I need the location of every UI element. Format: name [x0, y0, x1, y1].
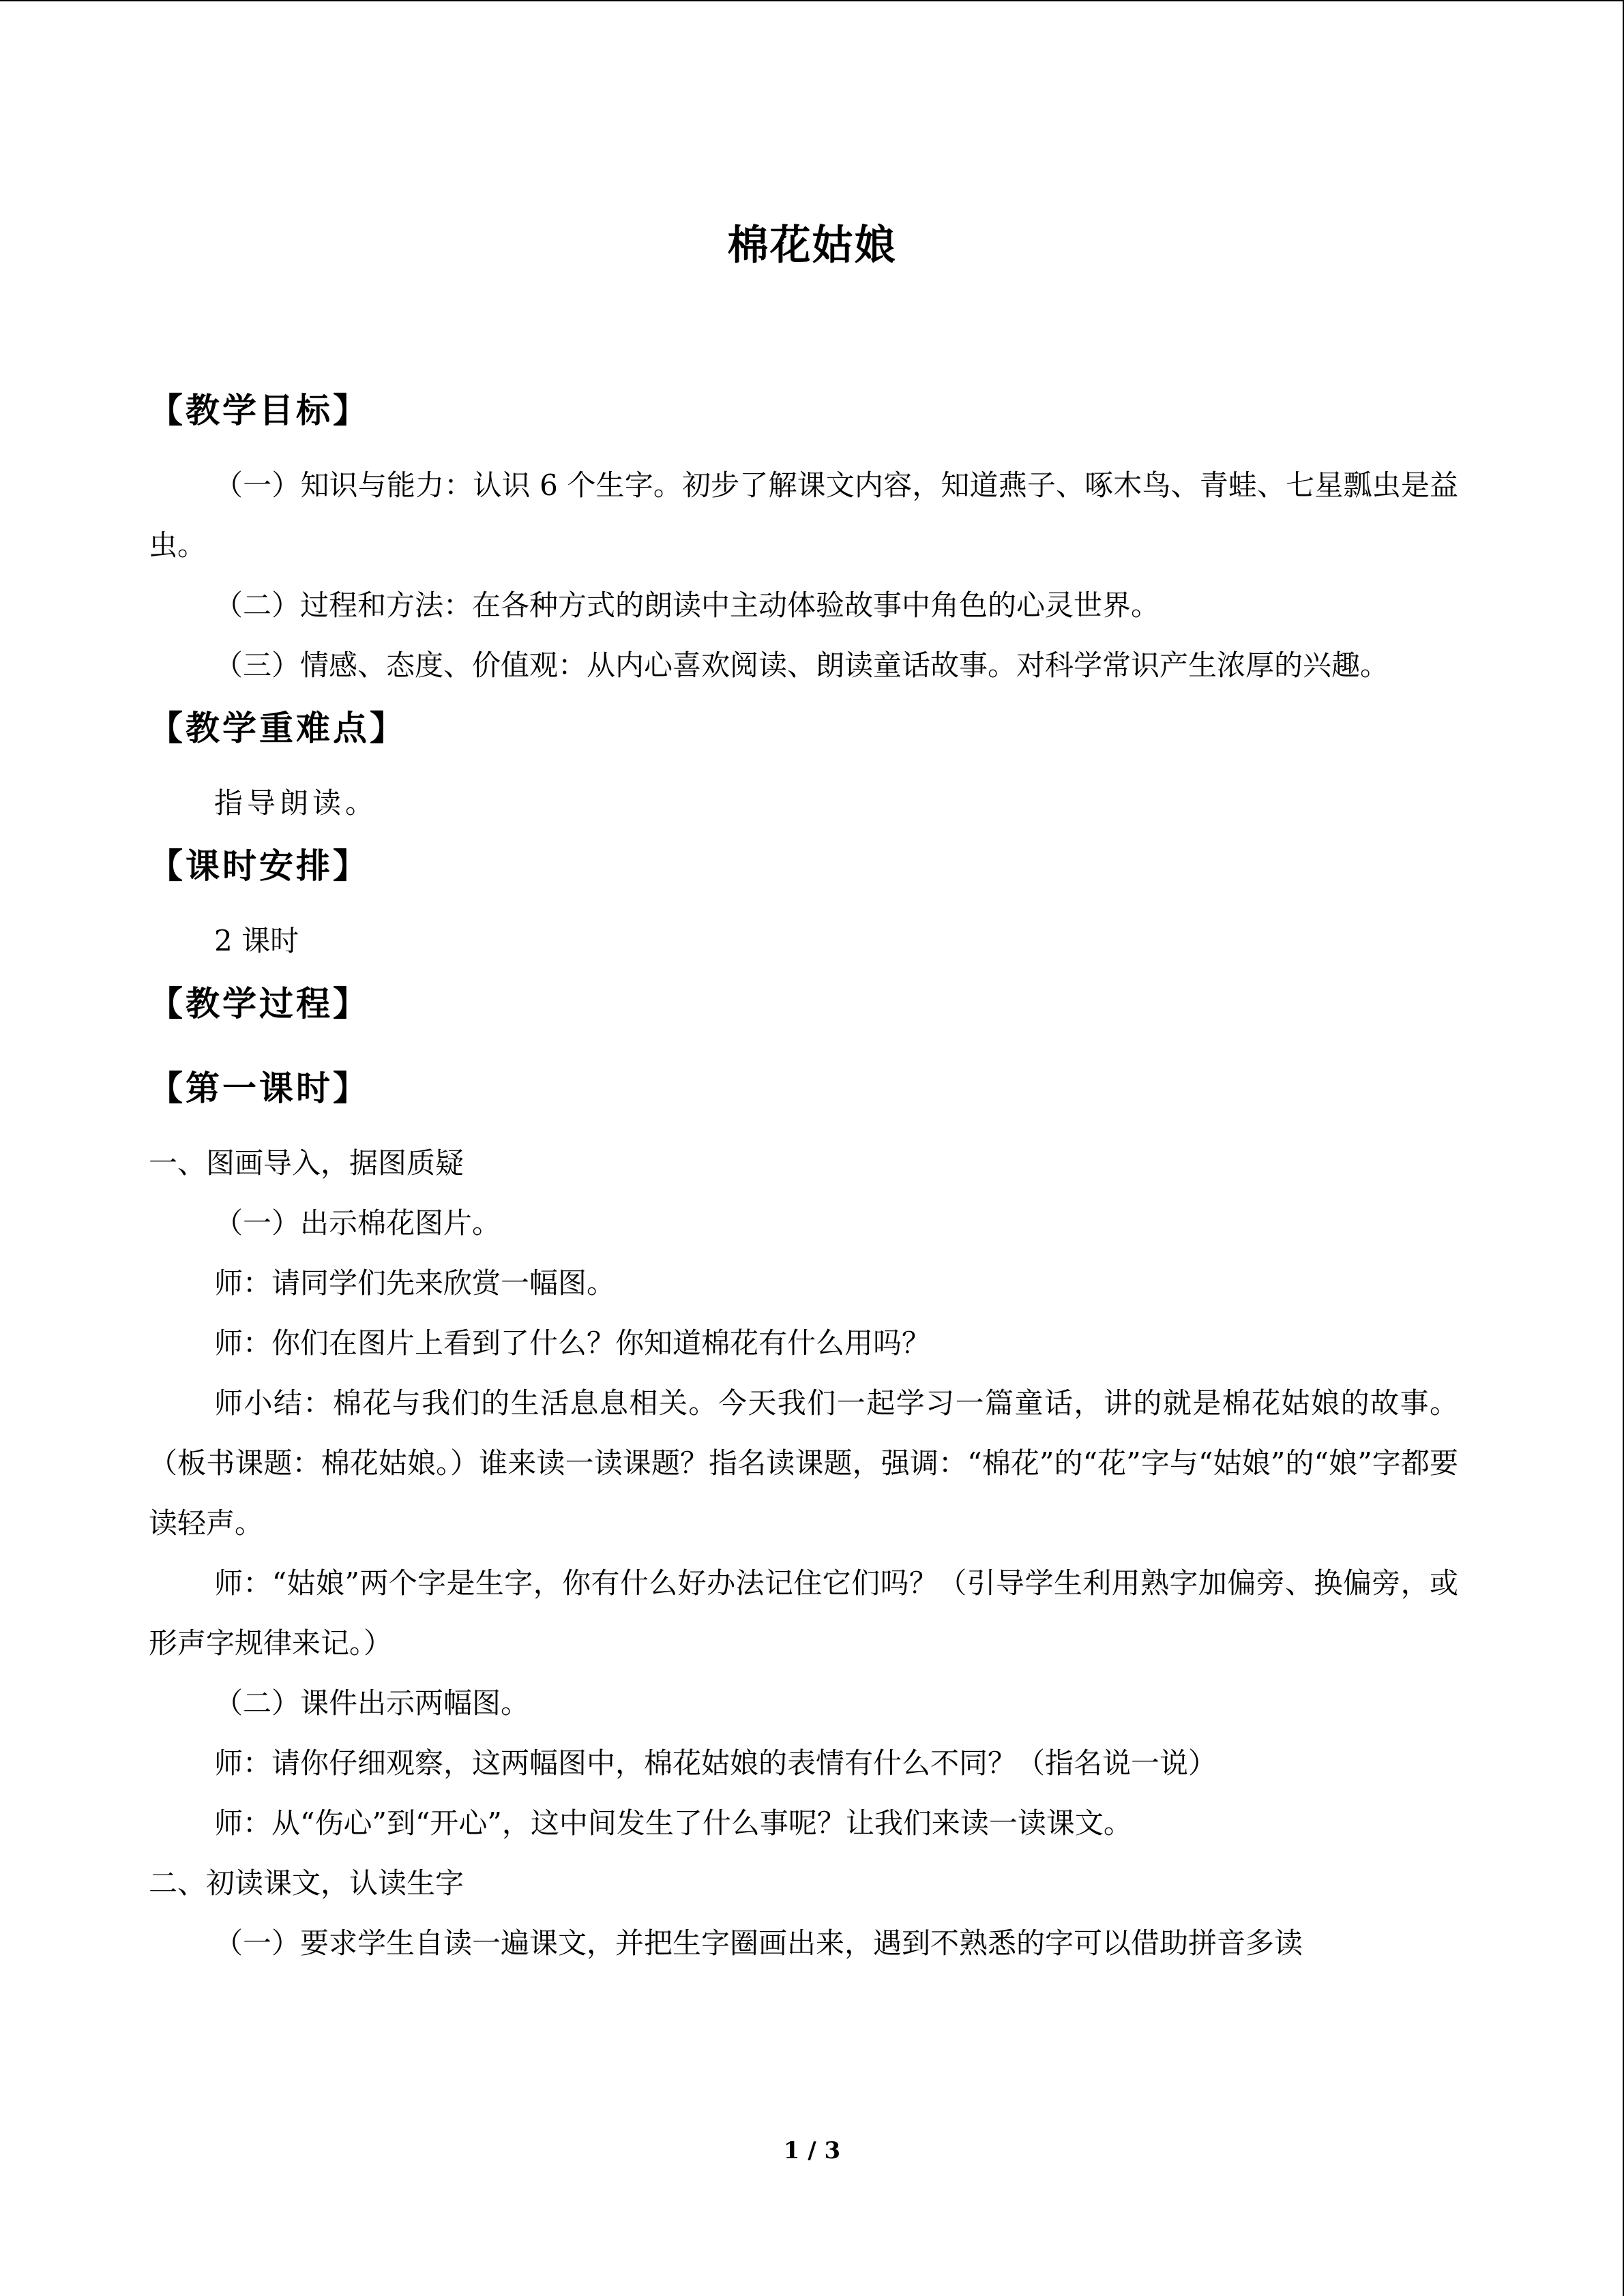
lesson1-part1-title: 一、图画导入，据图质疑	[149, 1146, 464, 1180]
goal-item-3: （三）情感、态度、价值观：从内心喜欢阅读、朗读童话故事。对科学常识产生浓厚的兴趣。	[214, 648, 1389, 682]
keypoints-text: 指导朗读。	[214, 786, 379, 820]
schedule-text: 2 课时	[214, 924, 299, 957]
lesson1-part2-title: 二、初读课文，认读生字	[149, 1866, 464, 1900]
document-body	[149, 383, 1458, 1973]
lesson1-part1-line-5: 师：“姑娘”两个字是生字，你有什么好办法记住它们吗？（引导学生利用熟字加偏旁、换偏旁，或形声字规律来记。）	[149, 1566, 1458, 1660]
lesson1-part1-line-7: 师：请你仔细观察，这两幅图中，棉花姑娘的表情有什么不同？（指名说一说）	[214, 1746, 1217, 1780]
page-number: 1 / 3	[783, 2137, 841, 2164]
lesson1-part1-line-4: 师小结：棉花与我们的生活息息相关。今天我们一起学习一篇童话，讲的就是棉花姑娘的故事。（板书课题：棉花姑娘。）谁来读一读课题？指名读课题，强调：“棉花”的“花”字与“姑娘”的“娘”字都要读轻声。	[149, 1386, 1458, 1540]
goal-item-2: （二）过程和方法：在各种方式的朗读中主动体验故事中角色的心灵世界。	[214, 588, 1160, 622]
section-heading-process: 【教学过程】	[149, 984, 370, 1024]
lesson1-part1-line-8: 师：从“伤心”到“开心”，这中间发生了什么事呢？让我们来读一读课文。	[214, 1806, 1132, 1840]
lesson1-part2-line-1: （一）要求学生自读一遍课文，并把生字圈画出来，遇到不熟悉的字可以借助拼音多读	[214, 1926, 1303, 1960]
section-heading-goals: 【教学目标】	[149, 391, 370, 430]
section-heading-schedule: 【课时安排】	[149, 846, 370, 886]
section-heading-lesson1: 【第一课时】	[149, 1069, 370, 1108]
lesson1-part1-line-2: 师：请同学们先来欣赏一幅图。	[214, 1266, 616, 1300]
lesson1-part1-line-1: （一）出示棉花图片。	[214, 1206, 501, 1240]
document-title: 棉花姑娘	[727, 222, 897, 269]
goal-item-1: （一）知识与能力：认识 6 个生字。初步了解课文内容，知道燕子、啄木鸟、青蛙、七星瓢虫是益虫。	[149, 468, 1458, 562]
lesson1-part1-line-3: 师：你们在图片上看到了什么？你知道棉花有什么用吗？	[214, 1326, 931, 1360]
lesson1-part1-line-6: （二）课件出示两幅图。	[214, 1686, 530, 1720]
section-heading-keypoints: 【教学重难点】	[149, 709, 407, 748]
